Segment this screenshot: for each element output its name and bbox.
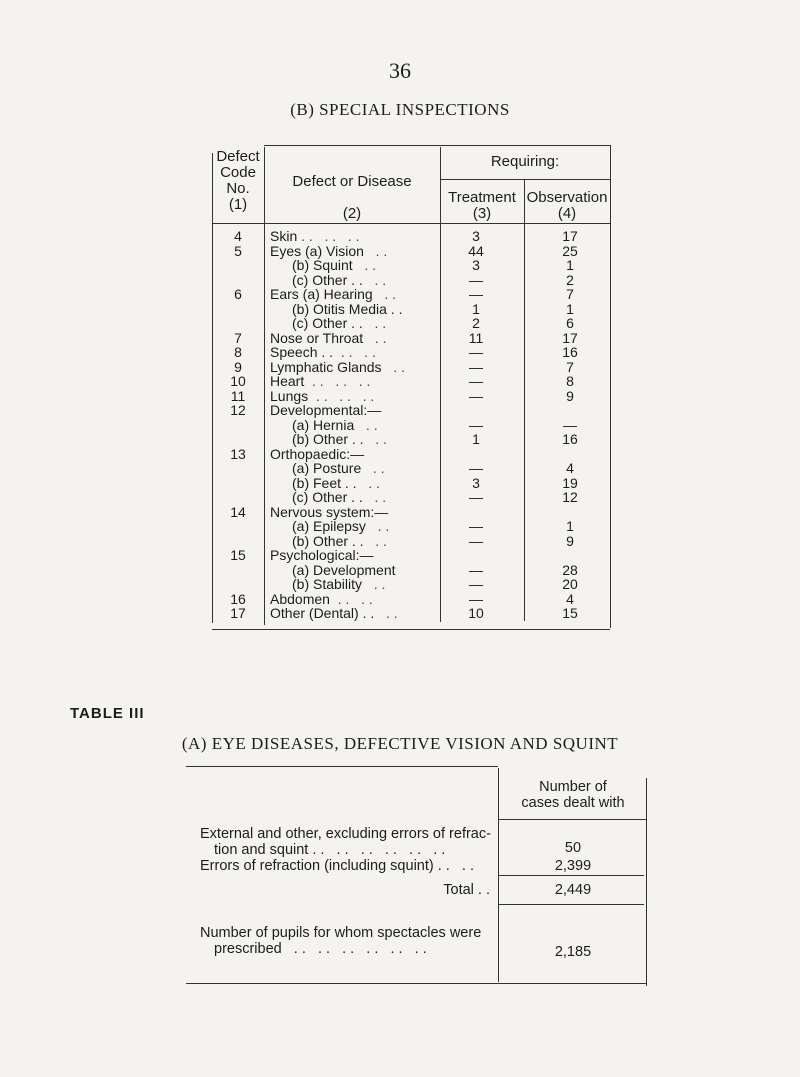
defect-name: (a) Epilepsy . .: [292, 518, 390, 534]
table-label: TABLE III: [70, 705, 145, 722]
defect-code: 4: [234, 228, 242, 244]
observation-count: 25: [562, 242, 578, 259]
row-refraction: Errors of refraction (including squint) . . . .: [200, 858, 474, 874]
table-row: [212, 273, 612, 288]
treatment-count: —: [469, 561, 483, 578]
observation-count: 9: [566, 387, 574, 404]
table-row: [212, 563, 612, 578]
defect-code: 6: [234, 286, 242, 302]
table-border-bottom: [212, 629, 610, 630]
defect-name: Nose or Throat . .: [270, 329, 387, 346]
table-row: [212, 389, 612, 404]
table-row: [212, 592, 612, 607]
defect-code: 16: [230, 590, 246, 607]
row-spectacles: Number of pupils for whom spectacles were prescribed . . . . . . . . . . . .: [200, 925, 482, 957]
table-row: [212, 461, 612, 476]
table-row: [212, 490, 612, 505]
defect-name: (b) Stability . .: [292, 576, 386, 592]
defect-name: Skin . . . . . .: [270, 228, 360, 244]
defect-name: Developmental:—: [270, 402, 382, 418]
defect-code: 13: [230, 445, 246, 462]
treatment-count: —: [469, 344, 483, 360]
treatment-count: 11: [468, 329, 484, 346]
defect-code: 15: [230, 547, 246, 563]
value-refraction: 2,399: [554, 858, 592, 874]
table-row: [212, 374, 612, 389]
header-treatment: Treatment (3): [448, 189, 516, 222]
defect-code: 12: [230, 402, 246, 418]
eye-diseases-table: [186, 766, 646, 986]
header-number-cases: Number of cases dealt with: [521, 779, 625, 811]
observation-count: 12: [562, 489, 578, 505]
observation-count: 7: [566, 358, 574, 375]
observation-count: 4: [566, 590, 574, 607]
header-divider: [440, 179, 610, 180]
defect-name: (a) Posture . .: [292, 460, 385, 476]
defect-name: (c) Other . . . .: [292, 489, 387, 505]
observation-count: 8: [566, 373, 574, 389]
treatment-count: 3: [472, 228, 480, 244]
table-row: [212, 287, 612, 302]
header-requiring: Requiring:: [490, 153, 560, 170]
treatment-count: —: [469, 271, 483, 288]
table-row: [212, 548, 612, 563]
table-row: [212, 229, 612, 244]
row-external: External and other, excluding errors of refrac- tion and squint . . . . . . . . . . . .: [200, 826, 491, 858]
defect-code: 17: [230, 605, 246, 621]
table-border-top: [264, 145, 610, 146]
defect-code: 8: [234, 344, 242, 360]
table-row: [212, 345, 612, 360]
table-row: [212, 360, 612, 375]
defect-name: Eyes (a) Vision . .: [270, 242, 388, 259]
header-observation: Observation (4): [526, 189, 608, 222]
table-row: [212, 331, 612, 346]
observation-count: 4: [566, 460, 574, 476]
observation-count: —: [563, 416, 577, 433]
defect-code: 10: [230, 373, 246, 389]
treatment-count: 10: [468, 605, 484, 621]
defect-name: (c) Other . . . .: [292, 271, 387, 288]
table-row: [212, 302, 612, 317]
observation-count: 6: [566, 315, 574, 331]
observation-count: 1: [566, 518, 574, 534]
defect-code: 11: [230, 387, 246, 404]
treatment-count: —: [469, 373, 483, 389]
treatment-count: —: [469, 387, 483, 404]
treatment-count: —: [469, 416, 483, 433]
treatment-count: 44: [468, 242, 484, 259]
defect-name: Lungs . . . . . .: [270, 387, 375, 404]
table-row: [212, 316, 612, 331]
table-row: [212, 403, 612, 418]
observation-count: 1: [566, 257, 574, 273]
table-border-top: [186, 766, 498, 767]
table-row: [212, 432, 612, 447]
treatment-count: —: [469, 460, 483, 476]
table-row: [212, 534, 612, 549]
defect-name: (a) Development: [292, 561, 396, 578]
treatment-count: 2: [472, 315, 480, 331]
table-row: [212, 519, 612, 534]
defect-code: 14: [230, 503, 246, 520]
defect-code: 9: [234, 358, 242, 375]
table-border-bottom: [186, 983, 646, 984]
table-row: [212, 258, 612, 273]
table-body: [212, 229, 612, 621]
total-value: 2,449: [554, 882, 592, 898]
treatment-count: 3: [472, 474, 480, 491]
value-external: 50: [564, 840, 582, 856]
treatment-count: —: [469, 590, 483, 607]
defect-name: Abdomen . . . .: [270, 590, 373, 607]
observation-count: 17: [562, 228, 578, 244]
table-row: [212, 505, 612, 520]
observation-count: 15: [562, 605, 578, 621]
defect-name: (b) Otitis Media . .: [292, 300, 403, 317]
observation-count: 2: [566, 271, 574, 288]
observation-count: 7: [566, 286, 574, 302]
table-border-right: [646, 778, 647, 986]
defect-name: Other (Dental) . . . .: [270, 605, 398, 621]
defect-name: Ears (a) Hearing . .: [270, 286, 397, 302]
observation-count: 16: [562, 344, 578, 360]
defect-name: Lymphatic Glands . .: [270, 358, 405, 375]
defect-name: Orthopaedic:—: [270, 445, 365, 462]
treatment-count: 3: [472, 257, 480, 273]
defect-name: (b) Feet . . . .: [292, 474, 380, 491]
treatment-count: —: [469, 358, 483, 375]
observation-count: 1: [566, 300, 574, 317]
special-inspections-table: [212, 145, 612, 630]
defect-name: (b) Other . . . .: [292, 532, 387, 549]
header-disease: Defect or Disease (2): [292, 173, 412, 222]
table-row: [212, 447, 612, 462]
total-rule: [498, 904, 644, 905]
table-row: [212, 606, 612, 621]
value-spectacles: 2,185: [554, 944, 592, 960]
table-row: [212, 244, 612, 259]
observation-count: 17: [562, 329, 578, 346]
section-b-title: (B) SPECIAL INSPECTIONS: [290, 100, 510, 119]
defect-name: (b) Squint . .: [292, 257, 377, 273]
defect-name: (a) Hernia . .: [292, 416, 378, 433]
treatment-count: —: [469, 532, 483, 549]
defect-name: Speech . . . . . .: [270, 344, 376, 360]
treatment-count: —: [469, 489, 483, 505]
page-number: 36: [389, 58, 411, 83]
table-row: [212, 418, 612, 433]
treatment-count: 1: [472, 300, 480, 317]
treatment-count: —: [469, 576, 483, 592]
defect-code: 7: [234, 329, 242, 346]
defect-name: (b) Other . . . .: [292, 431, 387, 447]
table-row: [212, 577, 612, 592]
observation-count: 28: [562, 561, 578, 578]
treatment-count: —: [469, 518, 483, 534]
defect-name: Nervous system:—: [270, 503, 389, 520]
defect-name: Psychological:—: [270, 547, 374, 563]
observation-count: 16: [562, 431, 578, 447]
defect-name: Heart . . . . . .: [270, 373, 371, 389]
table-row: [212, 476, 612, 491]
defect-code: 5: [234, 242, 242, 259]
subtotal-rule: [498, 875, 644, 876]
treatment-count: —: [469, 286, 483, 302]
observation-count: 20: [562, 576, 578, 592]
section-a-title: (A) EYE DISEASES, DEFECTIVE VISION AND SQUINT: [181, 734, 619, 753]
total-label: Total . .: [443, 882, 490, 898]
header-rule: [212, 223, 610, 224]
header-code: Defect Code No. (1): [216, 148, 260, 213]
treatment-count: 1: [472, 431, 480, 447]
observation-count: 9: [566, 532, 574, 549]
header-rule: [498, 819, 646, 820]
defect-name: (c) Other . . . .: [292, 315, 387, 331]
observation-count: 19: [562, 474, 578, 491]
